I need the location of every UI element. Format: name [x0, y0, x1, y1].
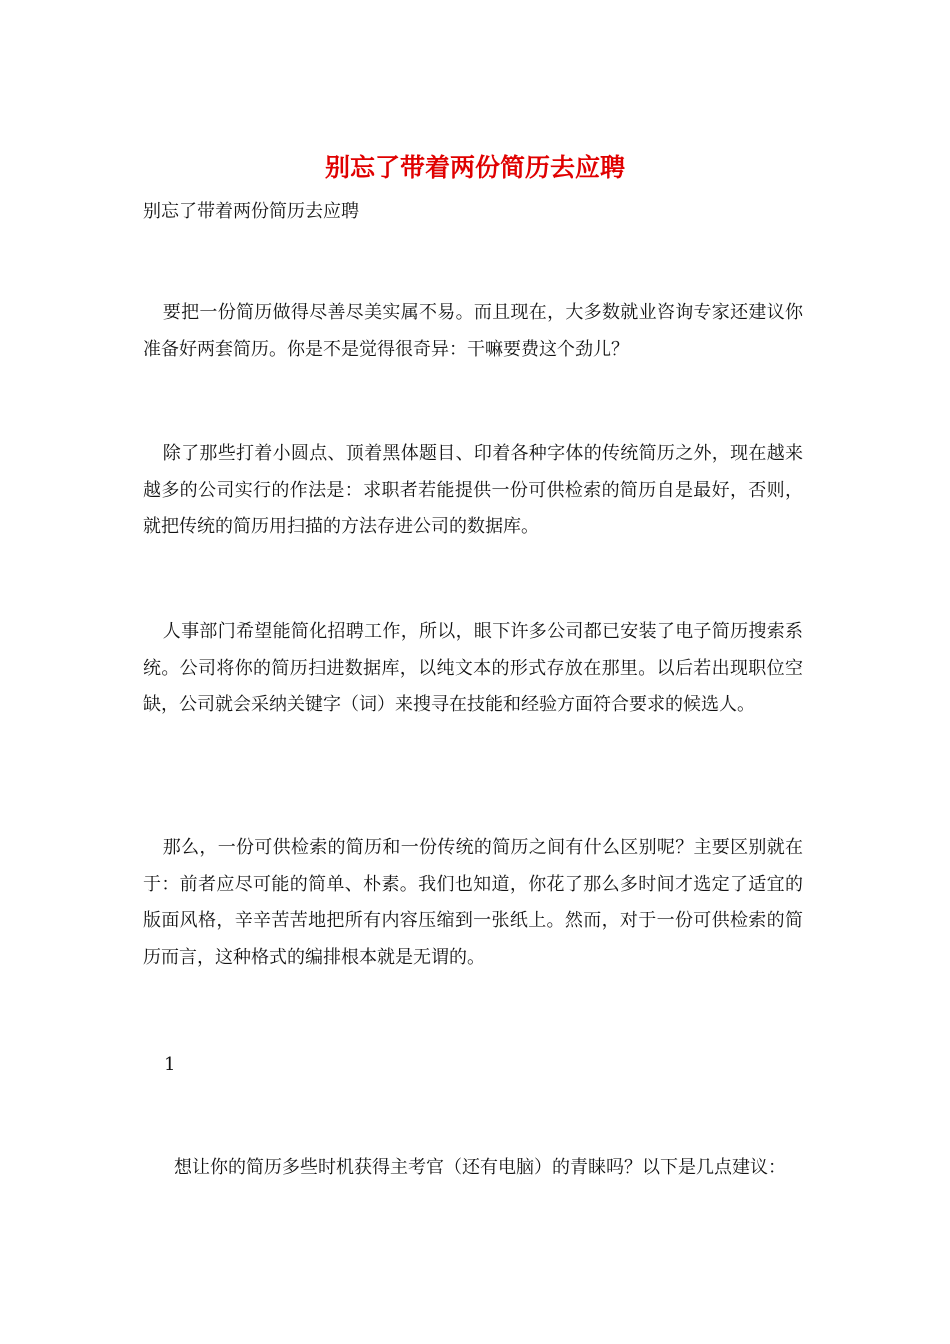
closing-paragraph: 想让你的简历多些时机获得主考官（还有电脑）的青睐吗？以下是几点建议：	[174, 1157, 786, 1178]
paragraph-4: 那么，一份可供检索的简历和一份传统的简历之间有什么区别呢？主要区别就在于：前者应尽可能的简单、朴素。我们也知道，你花了那么多时间才选定了适宜的版面风格，辛辛苦苦地把所有内容压缩到一张纸上。然而，对于一份可供检索的简历而言，这种格式的编排根本就是无谓的。	[143, 837, 803, 968]
paragraph-1: 要把一份简历做得尽善尽美实属不易。而且现在，大多数就业咨询专家还建议你准备好两套简历。你是不是觉得很奇异：干嘛要费这个劲儿？	[143, 302, 803, 360]
page-number: 1	[164, 1054, 176, 1075]
document-title: 别忘了带着两份简历去应聘	[324, 153, 625, 182]
paragraph-3: 人事部门希望能简化招聘工作，所以，眼下许多公司都已安装了电子简历搜索系统。公司将你的简历扫进数据库，以纯文本的形式存放在那里。以后若出现职位空缺，公司就会采纳关键字（词）来搜寻在技能和经验方面符合要求的候选人。	[143, 621, 803, 715]
paragraph-2: 除了那些打着小圆点、顶着黑体题目、印着各种字体的传统简历之外，现在越来越多的公司实行的作法是：求职者若能提供一份可供检索的简历自是最好，否则，就把传统的简历用扫描的方法存进公司的数据库。	[143, 443, 803, 537]
document-subtitle: 别忘了带着两份简历去应聘	[143, 201, 359, 222]
